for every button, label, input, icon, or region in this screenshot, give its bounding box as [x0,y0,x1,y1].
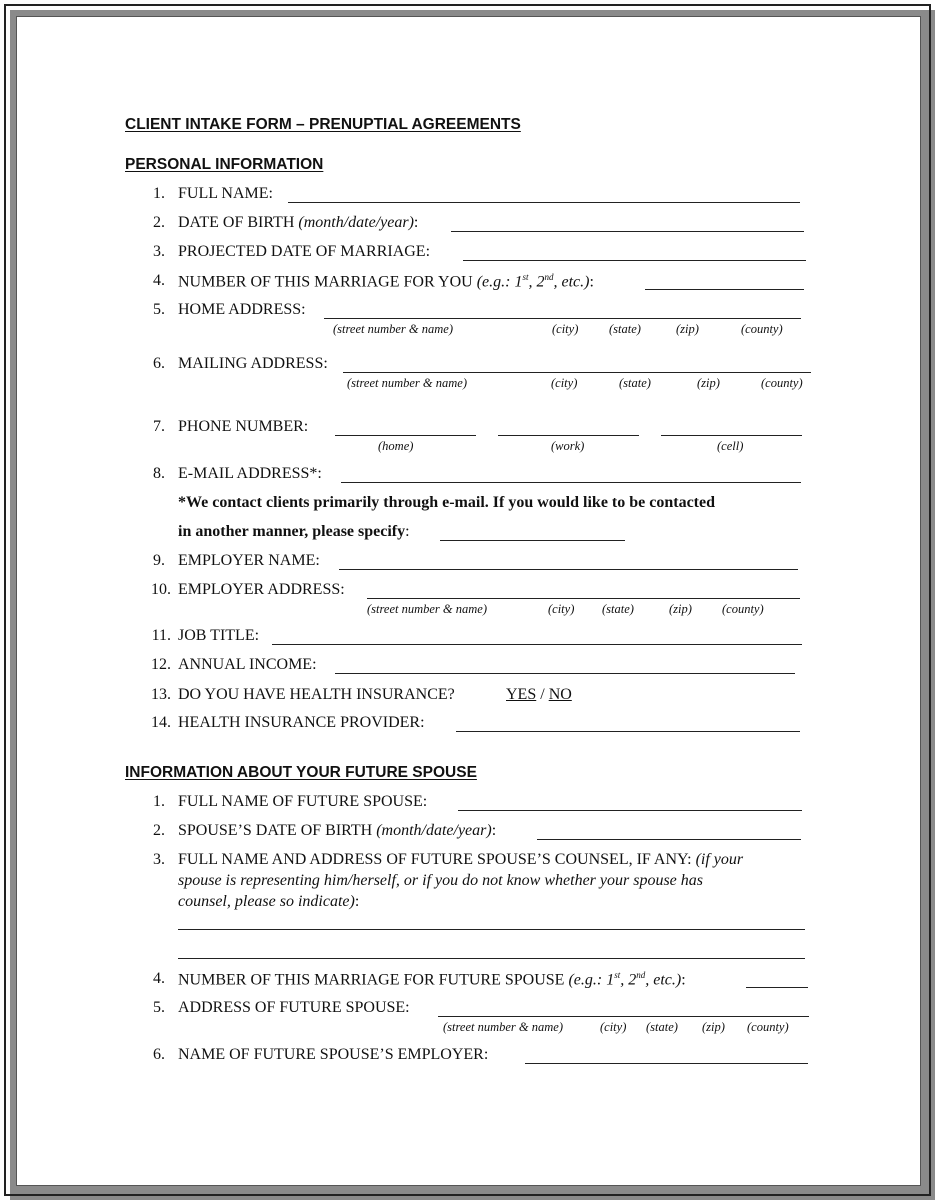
item-number: 3. [153,851,165,868]
contact-method-label: in another manner, please specify: [178,523,410,540]
street-caption: (street number & name) [347,376,467,390]
work-phone-field[interactable] [498,435,639,436]
spouse-name-field[interactable] [458,810,802,811]
marriage-date-field[interactable] [463,260,806,261]
spouse-counsel-label: FULL NAME AND ADDRESS OF FUTURE SPOUSE’S COUNSEL, IF ANY: (if your [178,851,744,868]
spouse-counsel-field-2[interactable] [178,958,805,959]
item-number: 8. [153,465,165,482]
item-number: 2. [153,822,165,839]
employer-name-label: EMPLOYER NAME: [178,552,320,569]
item-number: 10. [151,581,171,598]
item-number: 3. [153,243,165,260]
phone-label: PHONE NUMBER: [178,418,309,435]
annual-income-field[interactable] [335,673,795,674]
health-insurance-label: DO YOU HAVE HEALTH INSURANCE? [178,686,455,703]
street-caption: (street number & name) [367,602,487,616]
email-field[interactable] [341,482,801,483]
city-caption: (city) [552,322,579,336]
full-name-field[interactable] [288,202,800,203]
marriage-number-label: NUMBER OF THIS MARRIAGE FOR YOU (e.g.: 1st, 2nd, etc.): [178,272,594,291]
dob-label: DATE OF BIRTH (month/date/year): [178,214,419,231]
employer-address-label: EMPLOYER ADDRESS: [178,581,345,598]
yes-no-choice: YES / NO [506,686,572,703]
item-number: 7. [153,418,165,435]
full-name-label: FULL NAME: [178,185,273,202]
county-caption: (county) [741,322,783,336]
street-caption: (street number & name) [333,322,453,336]
spouse-dob-field[interactable] [537,839,801,840]
spouse-name-label: FULL NAME OF FUTURE SPOUSE: [178,793,428,810]
zip-caption: (zip) [669,602,692,616]
cell-phone-field[interactable] [661,435,802,436]
mailing-address-label: MAILING ADDRESS: [178,355,328,372]
spouse-marriage-number-label: NUMBER OF THIS MARRIAGE FOR FUTURE SPOUSE (e.g.: 1st, 2nd, etc.): [178,970,686,989]
spouse-counsel-hint: spouse is representing him/herself, or if you do not know whether your spouse has [178,872,703,889]
item-number: 14. [151,714,171,731]
yes-option[interactable]: YES [506,686,537,703]
spouse-employer-label: NAME OF FUTURE SPOUSE’S EMPLOYER: [178,1046,489,1063]
city-caption: (city) [600,1020,627,1034]
item-number: 6. [153,355,165,372]
zip-caption: (zip) [676,322,699,336]
item-number: 9. [153,552,165,569]
city-caption: (city) [548,602,575,616]
mailing-address-field[interactable] [343,372,811,373]
form-title: CLIENT INTAKE FORM – PRENUPTIAL AGREEMENTS [125,116,521,133]
spouse-counsel-field-1[interactable] [178,929,805,930]
spouse-address-label: ADDRESS OF FUTURE SPOUSE: [178,999,410,1016]
item-number: 2. [153,214,165,231]
item-number: 1. [153,185,165,202]
county-caption: (county) [722,602,764,616]
county-caption: (county) [747,1020,789,1034]
item-number: 1. [153,793,165,810]
item-number: 4. [153,970,165,987]
home-address-field[interactable] [324,318,801,319]
spouse-counsel-hint-end: counsel, please so indicate): [178,893,360,910]
home-caption: (home) [378,439,414,453]
item-number: 5. [153,301,165,318]
item-number: 11. [151,627,171,644]
item-number: 12. [151,656,171,673]
item-number: 13. [151,686,171,703]
county-caption: (county) [761,376,803,390]
item-number: 5. [153,999,165,1016]
home-phone-field[interactable] [335,435,476,436]
dob-field[interactable] [451,231,804,232]
marriage-date-label: PROJECTED DATE OF MARRIAGE: [178,243,431,260]
state-caption: (state) [646,1020,678,1034]
city-caption: (city) [551,376,578,390]
job-title-field[interactable] [272,644,802,645]
employer-name-field[interactable] [339,569,798,570]
spouse-marriage-number-field[interactable] [746,987,808,988]
work-caption: (work) [551,439,585,453]
state-caption: (state) [602,602,634,616]
email-note: *We contact clients primarily through e-mail. If you would like to be contacted [178,494,715,511]
annual-income-label: ANNUAL INCOME: [178,656,317,673]
state-caption: (state) [619,376,651,390]
contact-method-field[interactable] [440,540,625,541]
email-label: E-MAIL ADDRESS*: [178,465,322,482]
home-address-label: HOME ADDRESS: [178,301,306,318]
marriage-number-field[interactable] [645,289,804,290]
spouse-dob-label: SPOUSE’S DATE OF BIRTH (month/date/year): [178,822,497,839]
street-caption: (street number & name) [443,1020,563,1034]
insurance-provider-label: HEALTH INSURANCE PROVIDER: [178,714,425,731]
item-number: 4. [153,272,165,289]
employer-address-field[interactable] [367,598,800,599]
spouse-address-field[interactable] [438,1016,809,1017]
zip-caption: (zip) [697,376,720,390]
cell-caption: (cell) [717,439,744,453]
personal-info-heading: PERSONAL INFORMATION [125,156,324,173]
zip-caption: (zip) [702,1020,725,1034]
state-caption: (state) [609,322,641,336]
insurance-provider-field[interactable] [456,731,800,732]
spouse-employer-field[interactable] [525,1063,808,1064]
item-number: 6. [153,1046,165,1063]
no-option[interactable]: NO [548,686,572,703]
spouse-info-heading: INFORMATION ABOUT YOUR FUTURE SPOUSE [125,764,477,781]
job-title-label: JOB TITLE: [178,627,260,644]
